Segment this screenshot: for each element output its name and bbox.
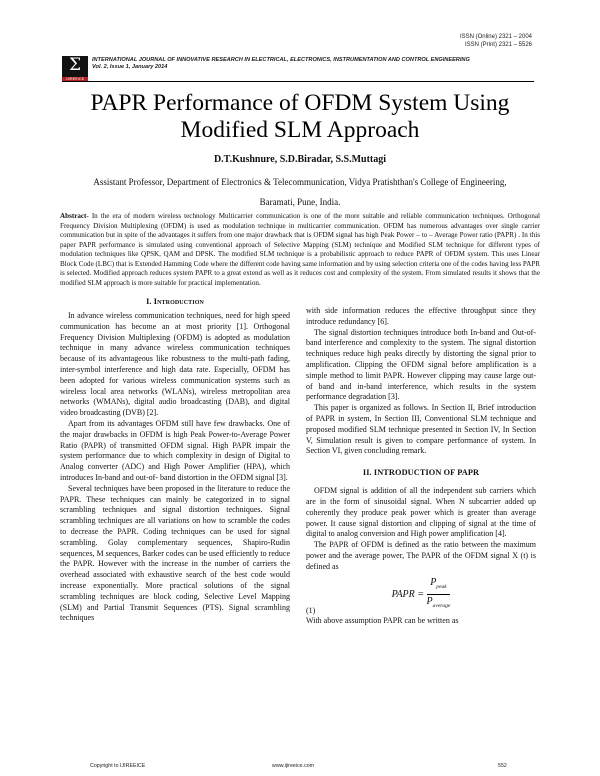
affiliation [62,172,538,212]
equation-lhs: PAPR = [391,588,425,600]
equation-denominator-symbol: P [426,595,433,607]
equation-fraction [427,576,451,613]
section-1-numeral: I. [146,297,152,306]
issn-print: ISSN (Print) 2321 – 5526 [464,42,532,48]
footer-website: www.ijireeice.com [272,763,315,769]
affiliation-line-1: Assistant Professor, Department of Electronics & Telecommunication, Vidya Pratishthan's College of Engineering, [93,177,507,187]
journal-logo-icon: Σ [62,56,88,78]
footer-copyright: Copyright to IJIREEICE [90,763,146,769]
papr-equation [306,576,536,609]
title-line-1: PAPR Performance of OFDM System Using [90,90,510,116]
equation-denominator [427,595,451,613]
journal-logo-text: IJIREEICE [62,77,88,82]
intro-paragraph-4: with side information reduces the effective throughput since they introduce redundancy [6]. [306,306,536,326]
equation-label: (1) [306,605,316,615]
papr-paragraph-1: OFDM signal is addition of all the independent sub carriers which are in the form of sinusoidal signal. When N subcarrier added up coherently they produce peak power which is greater than average power. It cause signal distortion and clipping of signal at the time of digital to analog conversion and High power amplification [4]. [306,486,536,539]
header-divider [62,81,534,82]
right-column [306,306,536,627]
intro-paragraph-3: Several techniques have been proposed in the literature to reduce the PAPR. These techniques can mainly be categorized in to signal scrambling techniques and signal distortion techniques. Signal scrambling techniques are all variations on how to scramble the codes to decrease the PAPR. Coding techniques can be used for signal scrambling. Golay complementary sequences, Shapiro-Rudin sequences, M sequences, Barker codes can be used efficiently to reduce the PAPR. However with the increase in the number of carriers the overhead associated with exhaustive search of the best code would increase exponentially. More practical solutions of the signal scrambling techniques are block coding, Selective Level Mapping (SLM) and Partial Transmit Sequences (PTS). Signal scrambling techniques [60,483,290,623]
journal-name: INTERNATIONAL JOURNAL OF INNOVATIVE RESEARCH IN ELECTRICAL, ELECTRONICS, INSTRUMENTATION AND CONTROL ENGINEERING [92,57,470,63]
equation-numerator [427,576,451,595]
section-2-heading: II. INTRODUCTION OF PAPR [362,468,480,478]
intro-paragraph-6: This paper is organized as follows. In Section II, Brief introduction of PAPR in system, In Section III, Conventional SLM technique and proposed modified SLM technique presented in Section IV, In Section V, Simulation result is given to compare performance of system. In Section VI, given concluding remark. [306,403,536,456]
intro-paragraph-5: The signal distortion techniques introduce both In-band and Out-of-band interference and complexity to the system. The signal distortion techniques reduce high peaks directly by distorting the signal prior to amplification. Clipping the OFDM signal before amplification is a simple method to limit PAPR. However clipping may cause large out-of band and in-band interference, which results in the system performance degradation [3]. [306,327,536,402]
abstract-text: - In the era of modern wireless technology Multicarrier communication is one of the more suitable and reliable communication techniques. Orthogonal Frequency Division Multiplexing (OFDM) is used as modulation technique in multicarrier communication. OFDM has numerous advantages over single carrier communication but in spite of the advantages it suffers from one major drawback that is OFDM signal has high Peak Power – to – Average Power ratio (PAPR) . In this paper PAPR performance is simulated using conventional approach of Selective Mapping (SLM) technique and Modified SLM technique for different types of modulation techniques like QPSK, QAM and DPSK. The modified SLM technique is a probabilistic approach to reduce PAPR of OFDM system. This uses Linear Block Code (LBC) that is Extended Hamming Code where the different code having same information and by using selection criteria one of the codes having less PAPR is selected. Modified approach reduces system PAPR to a great extend as well as it reduces cost and complexity of the system. From simulated results it shows that the modified SLM approach is more suitable for practical implementation. [60,212,540,287]
equation-numerator-sub: peak [436,583,447,590]
intro-paragraph-1: In advance wireless communication techniques, need for high speed communication has become an at most priority [1]. Orthogonal Frequency Division Multiplexing (OFDM) is adopted as modulation technique in many advance wireless communication techniques because of its advantageous like robustness to the multi-path fading, inter-symbol interference and high data rate. Especially, OFDM has been adopted for various wireless communication systems such as wireless local area networks (WLANs), wireless metropolitan area networks (WMANs), digital audio broadcasting (DAB), and digital video broadcasting (DVB) [2]. [60,311,290,418]
issn-block [460,33,532,49]
abstract-label: Abstract [60,212,87,220]
equation-numerator-symbol: P [430,576,437,588]
section-1-heading [60,296,290,307]
title-line-2: Modified SLM Approach [180,117,420,143]
journal-header [92,57,532,71]
papr-paragraph-2: The PAPR of OFDM is defined as the ratio between the maximum power and the average power, The PAPR of the OFDM signal X (t) is defined as [306,540,536,571]
abstract [60,212,540,288]
affiliation-line-2: Baramati, Pune, India. [259,197,341,207]
volume-info: Vol. 2, Issue 1, January 2014 [92,64,168,70]
left-column [60,296,290,624]
authors: D.T.Kushnure, S.D.Biradar, S.S.Muttagi [213,154,387,165]
paper-title [62,90,538,144]
intro-paragraph-2: Apart from its advantages OFDM still have few drawbacks. One of the major drawbacks in OFDM is high Peak Power-to-Average Power Ratio (PAPR) of transmitted OFDM signal. High PAPR impair the system performance due to which complexity in design of Digital to Analog converter (ADC) and High Power Amplifier (HPA), which introduces In-band and out-of- band distortion in the OFDM signal [3]. [60,418,290,482]
footer-page-number: 552 [498,763,507,769]
papr-paragraph-3: With above assumption PAPR can be written as [306,616,459,626]
equation-denominator-sub: average [432,602,451,609]
section-1-title: Introduction [153,297,204,306]
issn-online: ISSN (Online) 2321 – 2004 [459,34,532,40]
